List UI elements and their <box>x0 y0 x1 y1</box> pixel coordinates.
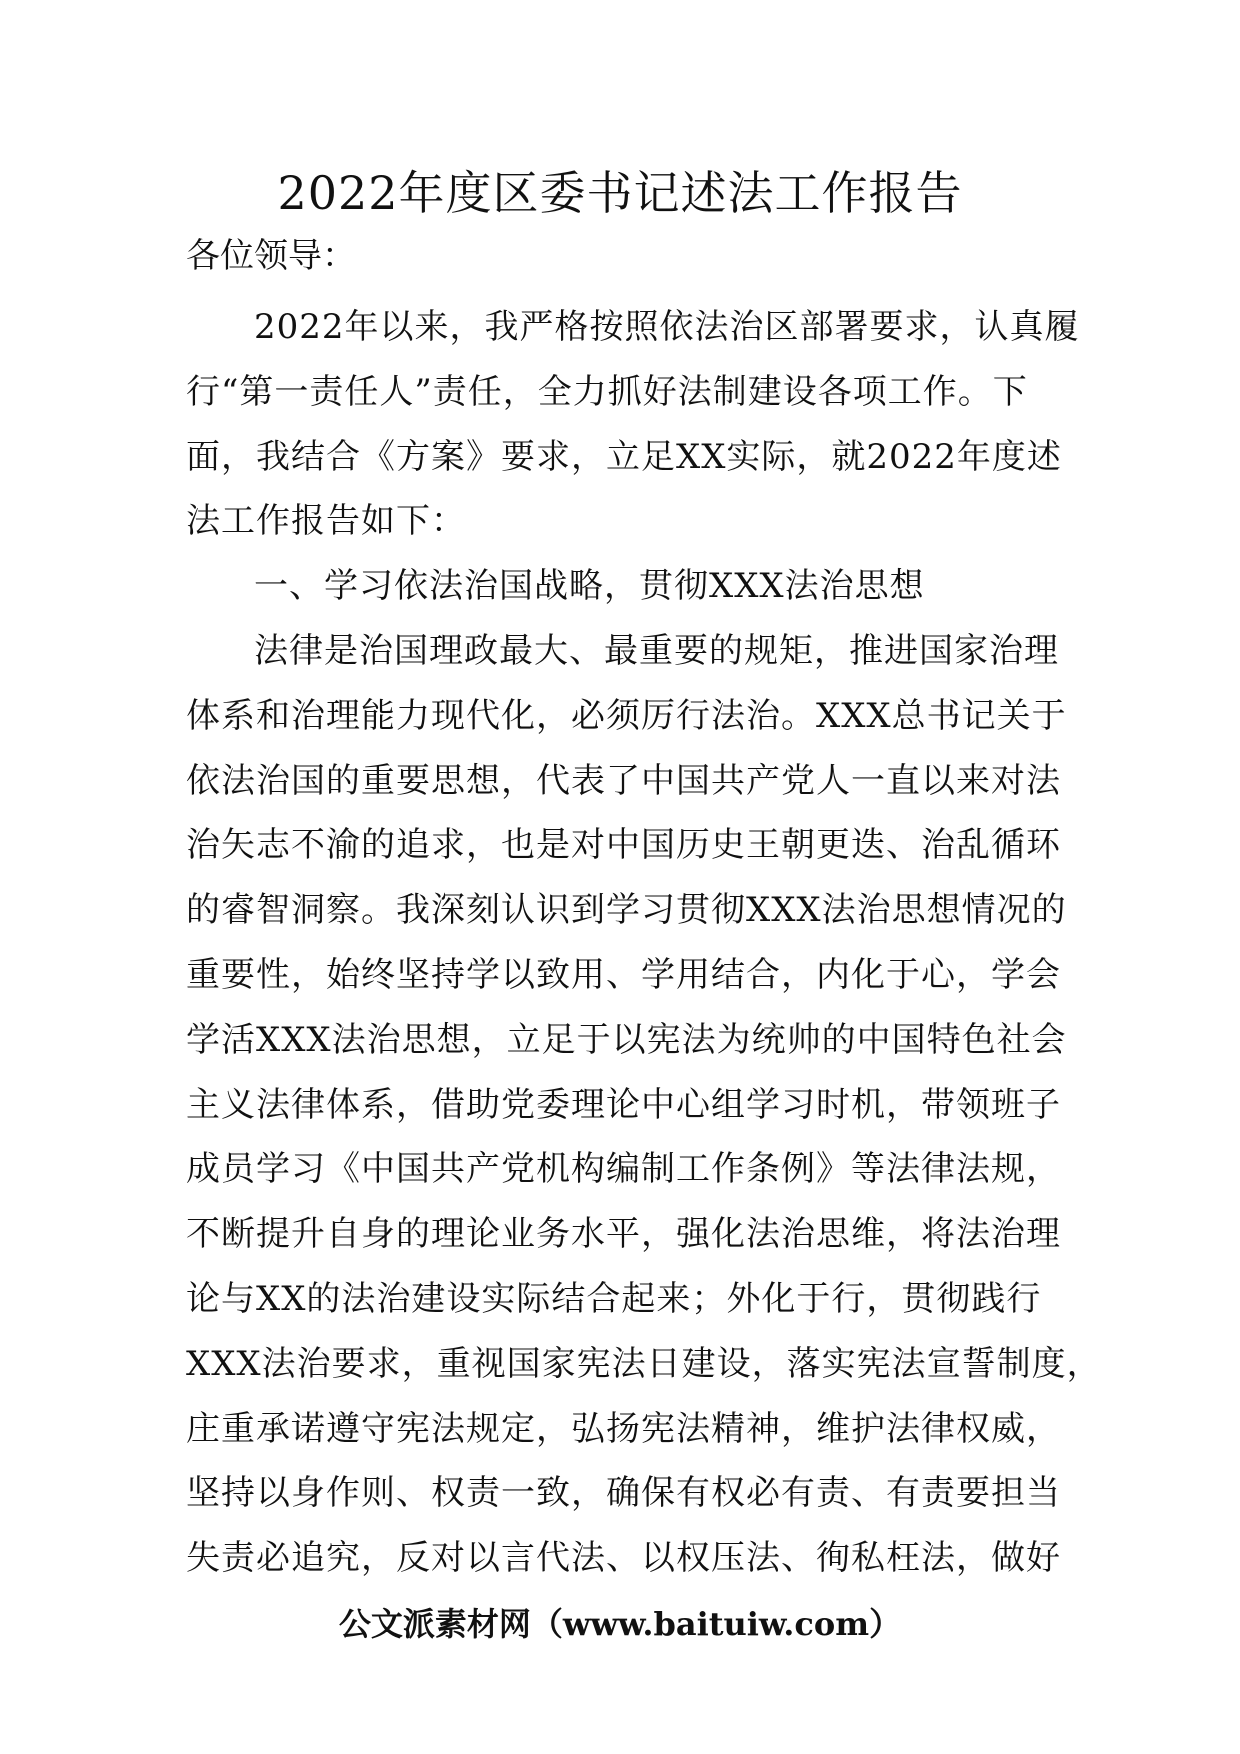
intro-line: 2022年以来，我严格按照依法治区部署要求，认真履 <box>254 307 1080 347</box>
body-line: 学活XXX法治思想，立足于以宪法为统帅的中国特色社会 <box>186 1019 1067 1060</box>
body-line: 的睿智洞察。我深刻认识到学习贯彻XXX法治思想情况的 <box>186 890 1067 931</box>
document-title: 2022年度区委书记述法工作报告 <box>277 166 963 220</box>
body-line: 法律是治国理政最大、最重要的规矩，推进国家治理 <box>254 630 1059 671</box>
body-line: 庄重承诺遵守宪法规定，弘扬宪法精神，维护法律权威， <box>186 1408 1061 1449</box>
body-line: XXX法治要求，重视国家宪法日建设，落实宪法宣誓制度， <box>186 1343 1102 1384</box>
document-body <box>186 295 1102 1591</box>
body-line: 治矢志不渝的追求，也是对中国历史王朝更迭、治乱循环 <box>186 825 1061 866</box>
section-heading-text: 一、学习依法治国战略，贯彻XXX法治思想 <box>254 566 925 607</box>
body-line: 依法治国的重要思想，代表了中国共产党人一直以来对法 <box>186 760 1061 801</box>
body-line: 体系和治理能力现代化，必须厉行法治。XXX总书记关于 <box>186 695 1067 736</box>
body-line: 坚持以身作则、权责一致，确保有权必有责、有责要担当 <box>186 1473 1061 1514</box>
body-line: 主义法律体系，借助党委理论中心组学习时机，带领班子 <box>186 1084 1061 1125</box>
intro-paragraph <box>186 295 1080 554</box>
intro-line: 面，我结合《方案》要求，立足XX实际，就2022年度述 <box>186 436 1062 477</box>
body-line: 不断提升自身的理论业务水平，强化法治思维，将法治理 <box>186 1214 1061 1255</box>
body-paragraph <box>186 619 1102 1591</box>
salutation: 各位领导： <box>186 236 356 276</box>
section-heading <box>186 554 1056 619</box>
intro-line: 法工作报告如下： <box>186 501 466 542</box>
body-line: 论与XX的法治建设实际结合起来；外化于行，贯彻践行 <box>186 1278 1042 1319</box>
body-line: 成员学习《中国共产党机构编制工作条例》等法律法规， <box>186 1149 1061 1190</box>
body-line: 失责必追究，反对以言代法、以权压法、徇私枉法，做好 <box>186 1538 1061 1579</box>
intro-line: 行“第一责任人”责任，全力抓好法制建设各项工作。下 <box>186 371 1028 412</box>
body-line: 重要性，始终坚持学以致用、学用结合，内化于心，学会 <box>186 954 1061 995</box>
footer-source: 公文派素材网（www.baituiw.com） <box>338 1605 902 1643</box>
